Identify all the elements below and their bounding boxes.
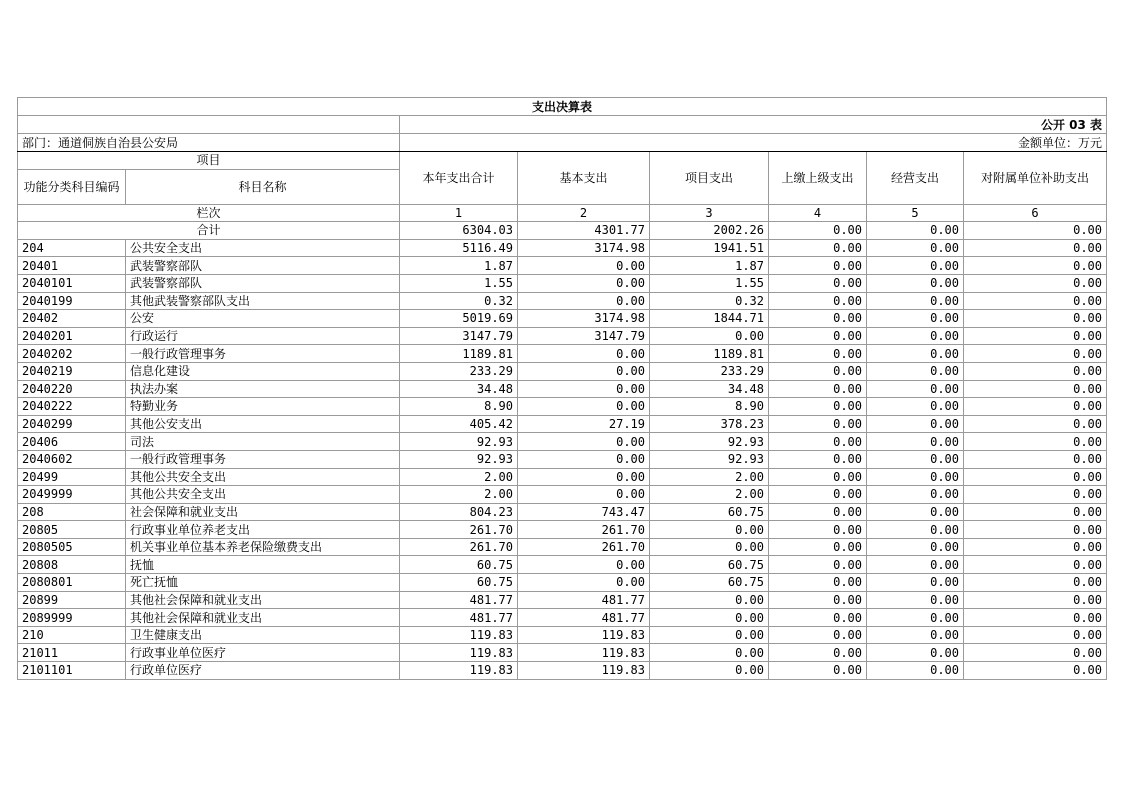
subject-name: 武装警察部队 bbox=[126, 274, 400, 292]
amount-cell: 0.00 bbox=[867, 310, 964, 328]
amount-cell: 743.47 bbox=[518, 503, 650, 521]
amount-cell: 5116.49 bbox=[400, 239, 518, 257]
amount-cell: 0.00 bbox=[964, 257, 1107, 275]
amount-cell: 0.00 bbox=[518, 398, 650, 416]
subject-name: 其他武装警察部队支出 bbox=[126, 292, 400, 310]
amount-cell: 0.00 bbox=[867, 415, 964, 433]
subject-name: 卫生健康支出 bbox=[126, 626, 400, 644]
subject-code: 2101101 bbox=[18, 662, 126, 680]
department-label: 部门：通道侗族自治县公安局 bbox=[18, 134, 400, 152]
amount-cell: 0.00 bbox=[867, 450, 964, 468]
column-number: 3 bbox=[650, 204, 769, 222]
amount-cell: 0.00 bbox=[518, 433, 650, 451]
amount-cell: 1189.81 bbox=[400, 345, 518, 363]
total-value: 6304.03 bbox=[400, 222, 518, 240]
amount-cell: 0.00 bbox=[650, 591, 769, 609]
amount-cell: 0.00 bbox=[964, 556, 1107, 574]
amount-cell: 0.00 bbox=[867, 345, 964, 363]
amount-cell: 1941.51 bbox=[650, 239, 769, 257]
table-row bbox=[18, 450, 1107, 468]
table-row bbox=[18, 345, 1107, 363]
amount-cell: 60.75 bbox=[650, 556, 769, 574]
subject-name: 抚恤 bbox=[126, 556, 400, 574]
subject-code: 20899 bbox=[18, 591, 126, 609]
subject-name: 特勤业务 bbox=[126, 398, 400, 416]
amount-cell: 92.93 bbox=[400, 433, 518, 451]
amount-cell: 1.87 bbox=[400, 257, 518, 275]
amount-cell: 0.00 bbox=[650, 327, 769, 345]
amount-cell: 0.00 bbox=[769, 398, 867, 416]
amount-cell: 0.00 bbox=[650, 521, 769, 539]
header-project: 项目支出 bbox=[650, 152, 769, 205]
amount-cell: 0.00 bbox=[964, 486, 1107, 504]
amount-cell: 0.00 bbox=[769, 327, 867, 345]
table-row bbox=[18, 574, 1107, 592]
amount-cell: 2.00 bbox=[400, 486, 518, 504]
amount-cell: 0.00 bbox=[964, 538, 1107, 556]
subject-code: 21011 bbox=[18, 644, 126, 662]
amount-cell: 1189.81 bbox=[650, 345, 769, 363]
column-number: 4 bbox=[769, 204, 867, 222]
amount-cell: 0.00 bbox=[867, 239, 964, 257]
header-subsidy: 对附属单位补助支出 bbox=[964, 152, 1107, 205]
amount-cell: 0.00 bbox=[964, 574, 1107, 592]
amount-cell: 0.00 bbox=[518, 257, 650, 275]
amount-cell: 3147.79 bbox=[518, 327, 650, 345]
subject-code: 20402 bbox=[18, 310, 126, 328]
amount-cell: 0.00 bbox=[769, 503, 867, 521]
subject-code: 2089999 bbox=[18, 609, 126, 627]
amount-cell: 0.00 bbox=[769, 345, 867, 363]
amount-cell: 0.00 bbox=[769, 486, 867, 504]
subject-code: 20808 bbox=[18, 556, 126, 574]
amount-cell: 0.00 bbox=[867, 292, 964, 310]
amount-cell: 481.77 bbox=[400, 591, 518, 609]
amount-cell: 0.00 bbox=[964, 362, 1107, 380]
expenditure-table bbox=[17, 97, 1107, 680]
table-row bbox=[18, 521, 1107, 539]
amount-cell: 3147.79 bbox=[400, 327, 518, 345]
amount-cell: 0.00 bbox=[769, 292, 867, 310]
amount-cell: 119.83 bbox=[518, 644, 650, 662]
subject-name: 其他公共安全支出 bbox=[126, 486, 400, 504]
blank-cell bbox=[18, 116, 400, 134]
amount-cell: 119.83 bbox=[400, 644, 518, 662]
amount-cell: 0.00 bbox=[769, 450, 867, 468]
table-row bbox=[18, 433, 1107, 451]
total-value: 0.00 bbox=[964, 222, 1107, 240]
subject-name: 公安 bbox=[126, 310, 400, 328]
subject-code: 2040199 bbox=[18, 292, 126, 310]
table-row bbox=[18, 327, 1107, 345]
amount-cell: 405.42 bbox=[400, 415, 518, 433]
amount-cell: 0.00 bbox=[769, 609, 867, 627]
subject-name: 行政运行 bbox=[126, 327, 400, 345]
table-row bbox=[18, 362, 1107, 380]
table-row bbox=[18, 310, 1107, 328]
amount-cell: 0.00 bbox=[964, 609, 1107, 627]
subject-code: 2040222 bbox=[18, 398, 126, 416]
amount-cell: 2.00 bbox=[650, 468, 769, 486]
header-item: 项目 bbox=[18, 152, 400, 170]
amount-cell: 60.75 bbox=[650, 503, 769, 521]
subject-code: 2040220 bbox=[18, 380, 126, 398]
amount-cell: 1.55 bbox=[400, 274, 518, 292]
amount-cell: 261.70 bbox=[400, 538, 518, 556]
amount-cell: 0.00 bbox=[769, 662, 867, 680]
amount-cell: 0.00 bbox=[867, 327, 964, 345]
amount-cell: 0.00 bbox=[867, 538, 964, 556]
amount-cell: 0.00 bbox=[964, 239, 1107, 257]
subject-code: 20805 bbox=[18, 521, 126, 539]
total-value: 0.00 bbox=[867, 222, 964, 240]
amount-cell: 0.00 bbox=[867, 574, 964, 592]
table-row bbox=[18, 274, 1107, 292]
table-row bbox=[18, 398, 1107, 416]
subject-name: 一般行政管理事务 bbox=[126, 345, 400, 363]
amount-cell: 92.93 bbox=[650, 433, 769, 451]
table-row bbox=[18, 662, 1107, 680]
table-row bbox=[18, 239, 1107, 257]
column-number: 1 bbox=[400, 204, 518, 222]
amount-cell: 0.00 bbox=[964, 415, 1107, 433]
amount-cell: 27.19 bbox=[518, 415, 650, 433]
subject-code: 20401 bbox=[18, 257, 126, 275]
amount-cell: 0.00 bbox=[867, 257, 964, 275]
amount-cell: 481.77 bbox=[518, 591, 650, 609]
amount-cell: 0.00 bbox=[964, 433, 1107, 451]
table-row bbox=[18, 609, 1107, 627]
subject-name: 执法办案 bbox=[126, 380, 400, 398]
amount-cell: 34.48 bbox=[400, 380, 518, 398]
amount-cell: 804.23 bbox=[400, 503, 518, 521]
subject-code: 2049999 bbox=[18, 486, 126, 504]
unit-label: 金额单位：万元 bbox=[400, 134, 1107, 152]
table-row bbox=[18, 591, 1107, 609]
subject-code: 2040101 bbox=[18, 274, 126, 292]
subject-name: 武装警察部队 bbox=[126, 257, 400, 275]
amount-cell: 0.00 bbox=[867, 486, 964, 504]
subject-name: 其他公共安全支出 bbox=[126, 468, 400, 486]
subject-name: 行政事业单位养老支出 bbox=[126, 521, 400, 539]
header-basic: 基本支出 bbox=[518, 152, 650, 205]
subject-code: 20499 bbox=[18, 468, 126, 486]
amount-cell: 0.00 bbox=[867, 644, 964, 662]
amount-cell: 34.48 bbox=[650, 380, 769, 398]
amount-cell: 378.23 bbox=[650, 415, 769, 433]
amount-cell: 0.00 bbox=[769, 257, 867, 275]
amount-cell: 0.00 bbox=[769, 433, 867, 451]
amount-cell: 481.77 bbox=[400, 609, 518, 627]
table-row bbox=[18, 380, 1107, 398]
amount-cell: 119.83 bbox=[400, 626, 518, 644]
amount-cell: 0.00 bbox=[867, 556, 964, 574]
amount-cell: 8.90 bbox=[650, 398, 769, 416]
amount-cell: 1.87 bbox=[650, 257, 769, 275]
column-number: 2 bbox=[518, 204, 650, 222]
amount-cell: 0.00 bbox=[769, 521, 867, 539]
amount-cell: 0.00 bbox=[650, 626, 769, 644]
amount-cell: 0.00 bbox=[964, 274, 1107, 292]
amount-cell: 119.83 bbox=[518, 626, 650, 644]
subject-name: 司法 bbox=[126, 433, 400, 451]
amount-cell: 3174.98 bbox=[518, 310, 650, 328]
amount-cell: 0.00 bbox=[769, 362, 867, 380]
amount-cell: 2.00 bbox=[400, 468, 518, 486]
subject-name: 其他社会保障和就业支出 bbox=[126, 591, 400, 609]
amount-cell: 0.00 bbox=[518, 486, 650, 504]
amount-cell: 0.00 bbox=[769, 274, 867, 292]
amount-cell: 0.00 bbox=[518, 362, 650, 380]
table-code: 公开 03 表 bbox=[400, 116, 1107, 134]
subject-name: 死亡抚恤 bbox=[126, 574, 400, 592]
amount-cell: 0.00 bbox=[650, 609, 769, 627]
amount-cell: 0.00 bbox=[964, 310, 1107, 328]
amount-cell: 0.32 bbox=[400, 292, 518, 310]
table-row bbox=[18, 626, 1107, 644]
header-func-code: 功能分类科目编码 bbox=[18, 169, 126, 204]
amount-cell: 0.00 bbox=[769, 591, 867, 609]
amount-cell: 0.00 bbox=[867, 503, 964, 521]
total-value: 4301.77 bbox=[518, 222, 650, 240]
amount-cell: 0.00 bbox=[769, 538, 867, 556]
amount-cell: 119.83 bbox=[400, 662, 518, 680]
subject-name: 其他社会保障和就业支出 bbox=[126, 609, 400, 627]
amount-cell: 0.00 bbox=[769, 239, 867, 257]
amount-cell: 0.00 bbox=[518, 380, 650, 398]
amount-cell: 0.00 bbox=[769, 380, 867, 398]
amount-cell: 0.00 bbox=[964, 327, 1107, 345]
amount-cell: 0.00 bbox=[867, 626, 964, 644]
total-row bbox=[18, 222, 1107, 240]
amount-cell: 0.00 bbox=[518, 468, 650, 486]
amount-cell: 0.00 bbox=[518, 345, 650, 363]
amount-cell: 92.93 bbox=[400, 450, 518, 468]
amount-cell: 0.00 bbox=[650, 644, 769, 662]
table-row bbox=[18, 556, 1107, 574]
amount-cell: 0.00 bbox=[769, 644, 867, 662]
table-row bbox=[18, 257, 1107, 275]
amount-cell: 0.00 bbox=[867, 274, 964, 292]
subject-code: 208 bbox=[18, 503, 126, 521]
column-number: 5 bbox=[867, 204, 964, 222]
amount-cell: 233.29 bbox=[650, 362, 769, 380]
amount-cell: 0.00 bbox=[867, 609, 964, 627]
table-row bbox=[18, 486, 1107, 504]
amount-cell: 233.29 bbox=[400, 362, 518, 380]
subject-code: 2040299 bbox=[18, 415, 126, 433]
expenditure-sheet bbox=[17, 97, 1106, 680]
amount-cell: 0.00 bbox=[867, 662, 964, 680]
amount-cell: 0.32 bbox=[650, 292, 769, 310]
amount-cell: 0.00 bbox=[964, 450, 1107, 468]
amount-cell: 8.90 bbox=[400, 398, 518, 416]
subject-name: 信息化建设 bbox=[126, 362, 400, 380]
amount-cell: 0.00 bbox=[518, 574, 650, 592]
amount-cell: 0.00 bbox=[518, 292, 650, 310]
amount-cell: 481.77 bbox=[518, 609, 650, 627]
amount-cell: 0.00 bbox=[867, 591, 964, 609]
amount-cell: 0.00 bbox=[650, 538, 769, 556]
amount-cell: 0.00 bbox=[867, 521, 964, 539]
subject-code: 2040219 bbox=[18, 362, 126, 380]
amount-cell: 0.00 bbox=[964, 644, 1107, 662]
amount-cell: 0.00 bbox=[964, 468, 1107, 486]
amount-cell: 0.00 bbox=[518, 556, 650, 574]
amount-cell: 261.70 bbox=[518, 521, 650, 539]
subject-code: 2040602 bbox=[18, 450, 126, 468]
amount-cell: 0.00 bbox=[769, 626, 867, 644]
total-value: 0.00 bbox=[769, 222, 867, 240]
amount-cell: 0.00 bbox=[964, 380, 1107, 398]
subject-code: 20406 bbox=[18, 433, 126, 451]
amount-cell: 0.00 bbox=[769, 556, 867, 574]
amount-cell: 0.00 bbox=[518, 450, 650, 468]
amount-cell: 0.00 bbox=[964, 398, 1107, 416]
amount-cell: 0.00 bbox=[964, 345, 1107, 363]
header-total: 本年支出合计 bbox=[400, 152, 518, 205]
subject-code: 2040201 bbox=[18, 327, 126, 345]
subject-code: 204 bbox=[18, 239, 126, 257]
subject-code: 2040202 bbox=[18, 345, 126, 363]
subject-code: 2080801 bbox=[18, 574, 126, 592]
table-row bbox=[18, 644, 1107, 662]
amount-cell: 3174.98 bbox=[518, 239, 650, 257]
subject-code: 210 bbox=[18, 626, 126, 644]
table-title: 支出决算表 bbox=[18, 98, 1107, 116]
amount-cell: 0.00 bbox=[964, 503, 1107, 521]
header-upper: 上缴上级支出 bbox=[769, 152, 867, 205]
header-subject-name: 科目名称 bbox=[126, 169, 400, 204]
amount-cell: 0.00 bbox=[964, 591, 1107, 609]
amount-cell: 119.83 bbox=[518, 662, 650, 680]
subject-code: 2080505 bbox=[18, 538, 126, 556]
table-row bbox=[18, 468, 1107, 486]
amount-cell: 0.00 bbox=[650, 662, 769, 680]
table-row bbox=[18, 503, 1107, 521]
amount-cell: 0.00 bbox=[867, 468, 964, 486]
amount-cell: 0.00 bbox=[867, 433, 964, 451]
column-number-label: 栏次 bbox=[18, 204, 400, 222]
total-label: 合计 bbox=[18, 222, 400, 240]
subject-name: 其他公安支出 bbox=[126, 415, 400, 433]
amount-cell: 0.00 bbox=[964, 521, 1107, 539]
amount-cell: 261.70 bbox=[518, 538, 650, 556]
amount-cell: 0.00 bbox=[769, 310, 867, 328]
amount-cell: 0.00 bbox=[867, 362, 964, 380]
amount-cell: 0.00 bbox=[769, 574, 867, 592]
amount-cell: 60.75 bbox=[400, 574, 518, 592]
subject-name: 公共安全支出 bbox=[126, 239, 400, 257]
subject-name: 社会保障和就业支出 bbox=[126, 503, 400, 521]
amount-cell: 0.00 bbox=[964, 292, 1107, 310]
amount-cell: 60.75 bbox=[650, 574, 769, 592]
amount-cell: 2.00 bbox=[650, 486, 769, 504]
amount-cell: 60.75 bbox=[400, 556, 518, 574]
amount-cell: 0.00 bbox=[964, 626, 1107, 644]
header-business: 经营支出 bbox=[867, 152, 964, 205]
amount-cell: 5019.69 bbox=[400, 310, 518, 328]
amount-cell: 0.00 bbox=[769, 415, 867, 433]
amount-cell: 1.55 bbox=[650, 274, 769, 292]
subject-name: 机关事业单位基本养老保险缴费支出 bbox=[126, 538, 400, 556]
table-row bbox=[18, 538, 1107, 556]
column-number: 6 bbox=[964, 204, 1107, 222]
subject-name: 行政单位医疗 bbox=[126, 662, 400, 680]
amount-cell: 0.00 bbox=[867, 398, 964, 416]
amount-cell: 0.00 bbox=[867, 380, 964, 398]
total-value: 2002.26 bbox=[650, 222, 769, 240]
amount-cell: 0.00 bbox=[769, 468, 867, 486]
subject-name: 行政事业单位医疗 bbox=[126, 644, 400, 662]
table-row bbox=[18, 415, 1107, 433]
subject-name: 一般行政管理事务 bbox=[126, 450, 400, 468]
amount-cell: 1844.71 bbox=[650, 310, 769, 328]
amount-cell: 92.93 bbox=[650, 450, 769, 468]
amount-cell: 0.00 bbox=[518, 274, 650, 292]
table-row bbox=[18, 292, 1107, 310]
amount-cell: 261.70 bbox=[400, 521, 518, 539]
amount-cell: 0.00 bbox=[964, 662, 1107, 680]
